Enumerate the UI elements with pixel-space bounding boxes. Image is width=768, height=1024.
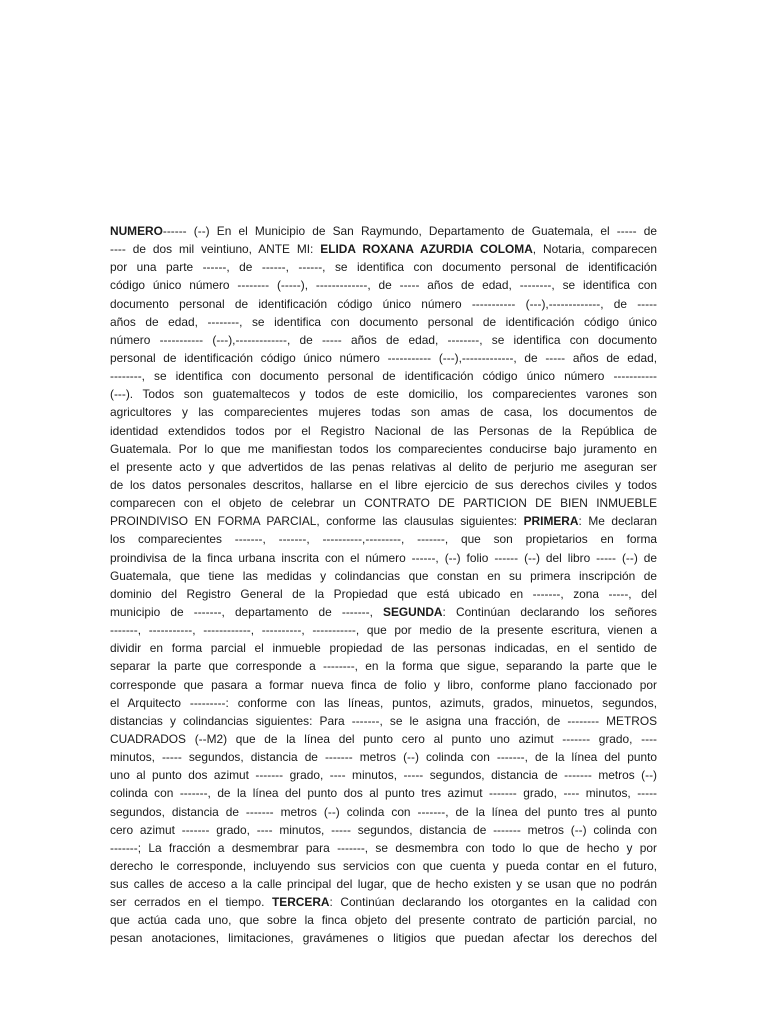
text-line xyxy=(110,476,657,494)
text-line xyxy=(110,748,657,766)
bold-text: PRIMERA xyxy=(523,514,579,529)
body-text: los comparecientes -------, -------, ----------,---------, -------, que son propietarios en forma xyxy=(110,532,657,547)
body-text: dividir en forma parcial el inmueble propiedad de las personas indicadas, en el sentido de xyxy=(110,641,657,656)
text-line xyxy=(110,929,657,947)
body-text: ------ (--) En el Municipio de San Raymundo, Departamento de Guatemala, el ----- de xyxy=(162,224,657,238)
text-line xyxy=(110,893,657,911)
text-line xyxy=(110,657,657,675)
body-text: ser cerrados en el tiempo. xyxy=(110,895,273,910)
body-text: identidad extendidos todos por el Registro Nacional de las Personas de la República de xyxy=(110,423,657,438)
body-text: agricultores y las comparecientes mujeres todas son amas de casa, los documentos de xyxy=(110,405,657,420)
body-text: número ----------- (---),-------------, de ----- años de edad, --------, se identifica con documento xyxy=(110,332,657,347)
body-text: el Arquitecto ---------: conforme con las líneas, puntos, azimuts, grados, minuetos, segundos, xyxy=(110,695,657,710)
body-text: --------, se identifica con documento personal de identificación código único número ----------- xyxy=(110,369,657,384)
text-line xyxy=(110,440,657,458)
body-text: proindivisa de la finca urbana inscrita con el número ------, (--) folio ------ (--) del libro ----- (--) de xyxy=(110,550,657,565)
text-line xyxy=(110,676,657,694)
body-text: por una parte ------, de ------, ------, se identifica con documento personal de identificación xyxy=(110,260,657,275)
body-text: ---- de dos mil veintiuno, ANTE MI: xyxy=(110,242,321,257)
text-line xyxy=(110,839,657,857)
body-text: Guatemala, que tiene las medidas y colindancias que constan en su primera inscripción de xyxy=(110,568,657,583)
body-text: cero azimut ------- grado, ---- minutos, ----- segundos, distancia de ------- metros (--) colinda con xyxy=(110,822,657,837)
body-text: código único número -------- (-----), -------------, de ----- años de edad, --------, se identifica con xyxy=(110,278,657,293)
body-text: CUADRADOS (--M2) que de la línea del punto cero al punto uno azimut ------- grado, ---- xyxy=(110,731,657,746)
body-text: : Me declaran xyxy=(578,514,657,529)
body-text: segundos, distancia de ------- metros (--) colinda con -------, de la línea del punto tres al punto xyxy=(110,804,657,819)
text-line xyxy=(110,258,657,276)
text-line xyxy=(110,331,657,349)
body-text: uno al punto dos azimut ------- grado, ---- minutos, ----- segundos, distancia de ------- metros (--) xyxy=(110,768,657,783)
body-text: años de edad, --------, se identifica con documento personal de identificación código único xyxy=(110,314,657,329)
text-line xyxy=(110,712,657,730)
text-line xyxy=(110,458,657,476)
body-text: de los datos personales descritos, hallarse en el libre ejercicio de sus derechos civiles y todos xyxy=(110,477,657,492)
body-text: minutos, ----- segundos, distancia de ------- metros (--) colinda con -------, de la línea del punto xyxy=(110,750,657,765)
text-line xyxy=(110,385,657,403)
body-text: documento personal de identificación código único número ----------- (---),-------------, de ----- xyxy=(110,296,657,311)
body-text: , Notaria, comparecen xyxy=(532,242,657,257)
text-line xyxy=(110,803,657,821)
body-text: comparecen con el objeto de celebrar un CONTRATO DE PARTICION DE BIEN INMUEBLE xyxy=(110,496,657,511)
text-line xyxy=(110,295,657,313)
text-line xyxy=(110,585,657,603)
text-line xyxy=(110,403,657,421)
body-text: colinda con -------, de la línea del punto dos al punto tres azimut ------- grado, ---- minutos, ----- xyxy=(110,786,657,801)
text-line xyxy=(110,240,657,258)
body-text: personal de identificación código único número ----------- (---),-------------, de ----- años de edad, xyxy=(110,350,657,365)
body-text: -------; La fracción a desmembrar para -------, se desmembra con todo lo que de hecho y por xyxy=(110,840,657,855)
body-text: Guatemala. Por lo que me manifiestan todos los comparecientes conducirse bajo juramento en xyxy=(110,441,657,456)
body-text: pesan anotaciones, limitaciones, gravámenes o litigios que puedan afectar los derechos del xyxy=(110,931,657,946)
bold-text: ELIDA ROXANA AZURDIA COLOMA xyxy=(320,242,533,257)
body-text: municipio de -------, departamento de -------, xyxy=(110,604,384,619)
body-text: : Continúan declarando los señores xyxy=(442,604,657,619)
body-text: : Continúan declarando los otorgantes en la calidad con xyxy=(329,895,657,910)
text-line xyxy=(110,784,657,802)
document-body xyxy=(110,222,657,948)
body-text: que actúa cada uno, que sobre la finca objeto del presente contrato de partición parcial, no xyxy=(110,913,657,928)
body-text: -------, -----------, ------------, ----------, -----------, que por medio de la presente escritura, vienen a xyxy=(110,623,657,638)
text-line xyxy=(110,494,657,512)
text-line xyxy=(110,821,657,839)
text-line xyxy=(110,512,657,530)
text-line xyxy=(110,694,657,712)
bold-text: SEGUNDA xyxy=(383,604,443,619)
text-line xyxy=(110,603,657,621)
body-text: sus calles de acceso a la calle principal del lugar, que de hecho existen y se usan que no podrán xyxy=(110,877,657,892)
text-line xyxy=(110,730,657,748)
body-text: derecho le corresponde, incluyendo sus servicios con que cuenta y pueda contar en el futuro, xyxy=(110,858,657,873)
text-line xyxy=(110,530,657,548)
text-line xyxy=(110,549,657,567)
text-line xyxy=(110,857,657,875)
body-text: el presente acto y que advertidos de las penas relativas al delito de perjurio me aseguran ser xyxy=(110,459,657,474)
text-line xyxy=(110,349,657,367)
body-text: dominio del Registro General de la Propiedad que está ubicado en -------, zona -----, del xyxy=(110,586,657,601)
text-line xyxy=(110,422,657,440)
body-text: distancias y colindancias siguientes: Para -------, se le asigna una fracción, de -------- METROS xyxy=(110,713,657,728)
body-text: PROINDIVISO EN FORMA PARCIAL, conforme las clausulas siguientes: xyxy=(110,514,524,529)
body-text: separar la parte que corresponde a --------, en la forma que sigue, separando la parte que le xyxy=(110,659,657,674)
text-line xyxy=(110,639,657,657)
bold-text: NUMERO xyxy=(110,224,163,238)
text-line xyxy=(110,875,657,893)
text-line xyxy=(110,621,657,639)
text-line xyxy=(110,911,657,929)
text-line xyxy=(110,222,657,240)
text-line xyxy=(110,276,657,294)
bold-text: TERCERA xyxy=(272,895,330,910)
text-line xyxy=(110,567,657,585)
body-text: corresponde que pasara a formar nueva finca de folio y libro, conforme plano faccionado por xyxy=(110,677,657,692)
body-text: (---). Todos son guatemaltecos y todos de este domicilio, los comparecientes varones son xyxy=(110,387,657,402)
text-line xyxy=(110,367,657,385)
text-line xyxy=(110,766,657,784)
text-line xyxy=(110,313,657,331)
